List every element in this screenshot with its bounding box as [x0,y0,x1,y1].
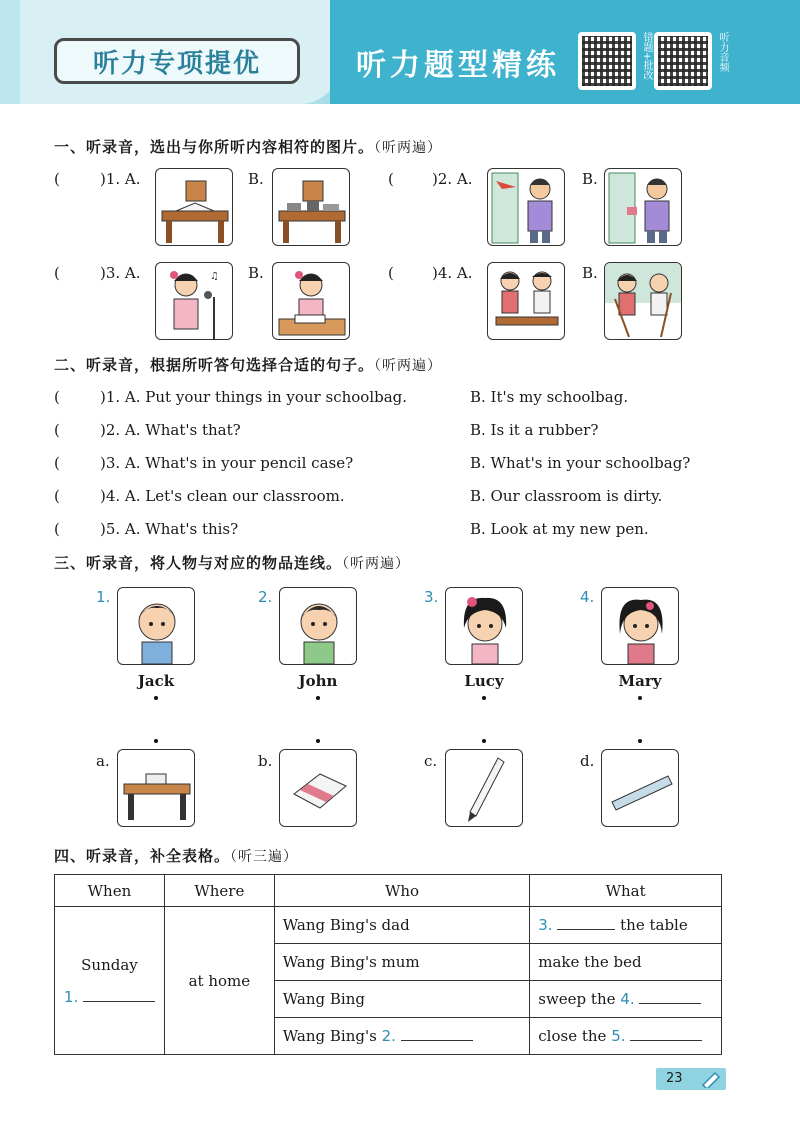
header-who: Who [274,875,529,907]
section-2-heading: 二、听录音，根据所听答句选择合适的句子。（听两遍） [54,356,443,374]
picture-ruler [601,749,679,827]
person-number: 2. [258,588,273,606]
svg-text:♫: ♫ [210,271,219,282]
picture-kids-desks [487,262,565,340]
section-3-heading: 三、听录音，将人物与对应的物品连线。（听两遍） [54,554,411,572]
answer-paren[interactable]: ( [54,170,60,188]
answer-paren[interactable]: ( [54,421,60,439]
option-label: B. [582,170,598,188]
option-b-text: B. Is it a rubber? [470,421,599,439]
connect-dot[interactable] [154,739,158,743]
qr-code-icon[interactable] [578,32,636,90]
section-4-heading: 四、听录音，补全表格。（听三遍） [54,847,299,865]
option-a-text: )4. A. Let's clean our classroom. [100,487,345,505]
qr-code-icon[interactable] [654,32,712,90]
person-name: Mary [618,672,662,690]
cell-who: Wang Bing's mum [274,944,529,981]
picture-desk-rubber [117,749,195,827]
cell-when [55,907,165,1055]
person-name: Lucy [464,672,504,690]
option-b-text: B. What's in your schoolbag? [470,454,691,472]
portrait-lucy [445,587,523,665]
picture-kids-sweeping [604,262,682,340]
object-label: c. [424,752,438,770]
cell-what[interactable]: sweep the 4. [530,981,722,1018]
connect-dot[interactable] [482,739,486,743]
qr-label: 听力音频 [717,32,728,72]
connect-dot[interactable] [638,696,642,700]
person-number: 4. [580,588,595,606]
object-label: a. [96,752,110,770]
section-1-heading: 一、听录音，选出与你所听内容相符的图片。（听两遍） [54,138,443,156]
answer-paren[interactable]: ( [54,520,60,538]
object-label: b. [258,752,273,770]
portrait-john [279,587,357,665]
cell-who[interactable]: Wang Bing's 2. [274,1018,529,1055]
question-number: )1. A. [100,170,141,188]
cell-what[interactable]: 3. the table [530,907,722,944]
answer-paren[interactable]: ( [54,487,60,505]
connect-dot[interactable] [154,696,158,700]
option-a-text: )5. A. What's this? [100,520,239,538]
picture-boy-window-arrow [487,168,565,246]
connect-dot[interactable] [638,739,642,743]
question-number: )2. A. [432,170,473,188]
page-header [0,0,800,104]
option-a-text: )3. A. What's in your pencil case? [100,454,354,472]
question-number: )4. A. [432,264,473,282]
option-b-text: B. It's my schoolbag. [470,388,629,406]
picture-rubber [279,749,357,827]
cell-who: Wang Bing [274,981,529,1018]
option-b-text: B. Look at my new pen. [470,520,649,538]
page-number: 23 [656,1068,726,1090]
question-number: )3. A. [100,264,141,282]
answer-paren[interactable]: ( [54,388,60,406]
object-label: d. [580,752,595,770]
portrait-mary [601,587,679,665]
answer-paren[interactable]: ( [388,264,394,282]
header-what: What [530,875,722,907]
picture-desk-book [155,168,233,246]
picture-girl-drawing [272,262,350,340]
picture-pencil [445,749,523,827]
option-a-text: )1. A. Put your things in your schoolbag. [100,388,408,406]
fill-table [54,874,722,1055]
answer-paren[interactable]: ( [54,454,60,472]
option-label: B. [248,170,264,188]
connect-dot[interactable] [316,739,320,743]
picture-desk-messy [272,168,350,246]
cell-what[interactable]: close the 5. [530,1018,722,1055]
section-badge: 听力专项提优 [54,38,300,84]
when-blank[interactable]: 1. [63,988,156,1006]
connect-dot[interactable] [482,696,486,700]
page-title: 听力题型精练 [356,48,560,83]
header-when: When [55,875,165,907]
portrait-jack [117,587,195,665]
picture-boy-cleaning-window [604,168,682,246]
person-number: 1. [96,588,111,606]
option-label: B. [582,264,598,282]
cell-where: at home [164,907,274,1055]
when-value: Sunday [81,955,138,974]
person-number: 3. [424,588,439,606]
header-where: Where [164,875,274,907]
answer-paren[interactable]: ( [388,170,394,188]
cell-what: make the bed [530,944,722,981]
connect-dot[interactable] [316,696,320,700]
qr-label: 错题+批改 [641,32,652,81]
picture-girl-singing [155,262,233,340]
pencil-icon [700,1070,722,1088]
answer-paren[interactable]: ( [54,264,60,282]
cell-who: Wang Bing's dad [274,907,529,944]
person-name: John [298,672,338,690]
option-label: B. [248,264,264,282]
option-a-text: )2. A. What's that? [100,421,241,439]
person-name: Jack [137,672,175,690]
option-b-text: B. Our classroom is dirty. [470,487,663,505]
